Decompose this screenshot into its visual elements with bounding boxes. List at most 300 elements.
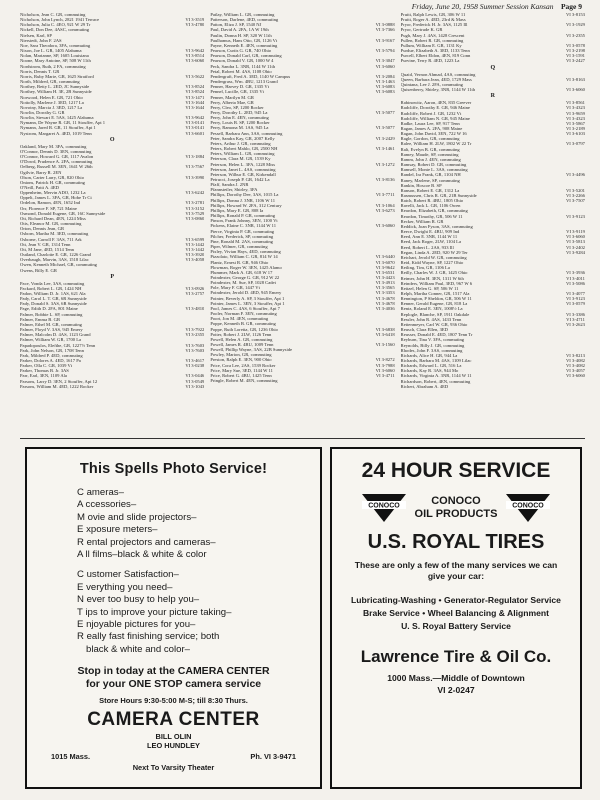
- entry-name: Reinders, William Paul, 3ED, 967 W 6: [400, 280, 473, 286]
- conoco-oil-text: [415, 495, 498, 521]
- entry-name: Piper, Wilmer, GR, commuting: [210, 244, 268, 250]
- entry-phone: VI 3-2189: [565, 125, 585, 131]
- entry-name: Perry, Alberta Mae, GR: [210, 99, 254, 105]
- entry-phone: VI 3-0141: [185, 120, 205, 126]
- entry-phone: VI 3-7529: [185, 210, 205, 216]
- entry-name: Parker, Thomas B. Jr. 3AS: [20, 368, 69, 374]
- entry-name: Reed, Ann E. 3NR, 1144 W 11: [400, 234, 458, 240]
- entry-name: Noone, Mary Antoine, SP, 508 W 11th: [20, 58, 91, 64]
- entry-name: Powley, Marion, GR, commuting: [210, 352, 272, 358]
- entry-phone: VI 3-9642: [185, 115, 205, 121]
- directory-entry: [210, 378, 394, 383]
- entry-name: Reece, Dwight E. 4BU, 909 Ind: [400, 229, 460, 235]
- entry-name: Radcliffe, Robert J. GR, 1232 Vt: [400, 110, 462, 116]
- entry-phone: VI 3-1560: [375, 342, 395, 347]
- entry-phone: VI 3-2198: [565, 48, 585, 54]
- entry-name: Pool, James C. 4AS, 6 Stouffer, Apt 7: [210, 305, 280, 311]
- entry-phone: VI 3-9659: [565, 110, 585, 116]
- entry-phone: VI 3-2084: [375, 73, 395, 79]
- entry-name: Nowlin, Stewart E. 5AS, 1425 Alabama: [20, 115, 94, 121]
- entry-name: Pointer, James L. 3EN, 3 Stouffer, Apt 1: [210, 300, 285, 306]
- entry-name: Perry, Louis B. SP, 1200 Rocker: [210, 120, 270, 126]
- entry-phone: VI 3-6083: [375, 89, 395, 95]
- services-intro: [332, 560, 580, 582]
- entry-name: Phillips, Howard W. 2FA, 312 Century: [210, 202, 282, 208]
- entry-phone: [583, 384, 585, 389]
- entry-name: Northey, Betty L. 2ED, JC Sunnyside: [20, 84, 90, 90]
- entry-phone: VI 3-4323: [565, 105, 585, 111]
- entry-name: Plummer, Mark A. GR, 618 W 17: [210, 269, 273, 275]
- entry-phone: VI 3-9642: [185, 48, 205, 54]
- entry-name: Renner, Gerald Eugene, GR, 818 La: [400, 301, 468, 307]
- entry-phone: VI 3-8272: [375, 357, 395, 363]
- entry-name: Purcell, Elbert Eldon, 4EN, 819 Conn: [400, 53, 471, 59]
- directory-entry: [20, 384, 204, 389]
- entry-name: Oakland, Mary M. 3FA, commuting: [20, 143, 87, 149]
- entry-name: Phillips, Dorothy Dee, 3AS, 1015 La: [210, 192, 279, 198]
- entry-name: Pilcher, Frederick, SP, commuting: [210, 233, 274, 239]
- entry-name: Reiling, Tim, GR, 1106 La: [400, 265, 450, 271]
- entry-name: Peterson, Janet L. 4AS, commuting: [210, 166, 276, 172]
- acrostic-line: black & white and color–: [86, 643, 190, 655]
- entry-name: Penner, Marilyn M. GR: [210, 94, 254, 100]
- entry-name: Preston, Ralph E. 3EN, 900 Ohio: [210, 357, 272, 363]
- entry-name: Peters, William L. GR, commuting: [210, 151, 275, 157]
- entry-name: Richards, Barbara M. 4AS, 1109 Lilac: [400, 358, 472, 363]
- entry-name: Nickell, Don Dee, 4ASC, commuting: [20, 27, 90, 33]
- entry-phone: VI 3-0549: [185, 378, 205, 384]
- acrostic-line: E njoyable pictures for you–: [77, 619, 196, 631]
- entry-name: Pickens, Elaine C. 3NR, 1144 W 11: [210, 223, 277, 229]
- entry-name: Nielsen, Karl, SP: [20, 32, 52, 38]
- acrostic-line: M ovie and slide projectors–: [77, 511, 197, 523]
- section-letter: R: [490, 93, 495, 100]
- acrostic-line: C ustomer Satisfaction–: [77, 569, 179, 581]
- entry-phone: VI 3-1644: [185, 104, 205, 110]
- entry-name: Potter, Robert J. 2LW, 1126 Tenn: [210, 331, 272, 337]
- entry-name: Pinson, Frank Johnny, 3EN, 1100 Vt: [210, 218, 278, 224]
- entry-name: Perry, Ramona M. 1AS, 945 La: [210, 125, 269, 131]
- entry-name: Radcliffe, Dorothy E. GR, 946 Maine: [400, 105, 470, 111]
- entry-phone: VI 3-8561: [565, 100, 585, 106]
- intro-line-2: give your car:: [427, 571, 485, 581]
- entry-name: Ogilvie, Barry R. 2EN: [20, 169, 62, 175]
- entry-name: Pooler, Norman F. 3EN, commuting: [210, 311, 277, 317]
- entry-name: Nicholson, Julia C. 4EO, 921 W 29 Tr: [20, 22, 91, 28]
- header-date: Friday, June 20, 1958 Summer Session Kansan: [411, 2, 554, 11]
- camera-center-brand: CAMERA CENTER: [87, 709, 260, 731]
- entry-phone: VI 3-4810: [185, 306, 205, 312]
- conoco-row: [332, 493, 580, 523]
- entry-name: Perry, Dorothy L. 2ED, 945 La: [210, 109, 268, 115]
- entry-phone: VI 3-8514: [185, 53, 205, 59]
- entry-name: Quaid, Vernon Ahmad, 4AS, commuting: [400, 71, 476, 77]
- entry-name: Pendergraft, Fred A. 3ED, 1140 W Campus: [210, 73, 291, 79]
- entry-phone: VI 3-1043: [185, 383, 205, 389]
- entry-name: Richards, Edward L. GR, 516 La: [400, 363, 462, 369]
- stop-line-1: Stop in today at the CAMERA CENTER: [77, 665, 270, 678]
- conoco-line-1: CONOCO: [431, 495, 481, 507]
- royal-tires-heading: U.S. ROYAL TIRES: [367, 531, 545, 553]
- entry-name: Ragan, John David, 3EN, 722 W 16: [400, 131, 467, 137]
- entry-name: Ramey, Maude, SP, commuting: [400, 151, 459, 157]
- conoco-logo-text: CONOCO: [367, 502, 400, 510]
- entry-name: Peterson, Wilbur E. GR, Kirkendall: [210, 171, 276, 177]
- entry-phone: VI 3-3519: [185, 17, 205, 23]
- entry-phone: VI 3-9119: [566, 229, 585, 235]
- acrostic-line: N ever too busy to help you–: [77, 594, 200, 606]
- entry-name: Nymann, De Wayne R. GR, 11 Stouffer, Apt 1: [20, 120, 106, 126]
- camera-ad-title: This Spells Photo Service!: [79, 461, 268, 477]
- entry-name: Quintana, Lee J. 2FA, commuting: [400, 81, 463, 87]
- entry-name: Osmond, Donald Eugene, GR, 16C Sunnyside: [20, 210, 106, 216]
- entry-phone: VI 3-3990: [185, 174, 205, 180]
- entry-name: Recker, William R. GR: [400, 218, 444, 224]
- entry-name: Pennel, Lucille, GR, 1335 Vt: [210, 89, 264, 95]
- entry-phone: VI 3-2266: [565, 193, 585, 198]
- entry-phone: VI 3-1463: [375, 79, 395, 85]
- entry-name: Palmer, William W. GR, 1700 La: [20, 337, 82, 343]
- entry-name: Ordelon, Ramon, 4EN, 1652 Ind: [20, 200, 81, 206]
- entry-phone: VI 3-7567: [185, 164, 205, 170]
- entry-name: Patton, Eliza J. SP, 1540 NJ: [210, 22, 262, 28]
- tire-ad-title: 24 HOUR SERVICE: [361, 459, 551, 482]
- entry-phone: VI 3-1884: [185, 154, 205, 160]
- entry-name: Rasmussen, Chris R. GR, 21B Sunnyside: [400, 193, 477, 198]
- entry-name: Onions, Patrick H. GR, commuting: [20, 179, 85, 185]
- entry-phone: VI 3-3152: [185, 205, 205, 211]
- entry-phone: VI 3-6440: [375, 254, 395, 260]
- entry-name: Pryor, Frederick H. Jr. 3AS, 1125 Ill: [400, 22, 468, 28]
- entry-phone: VI 3-1442: [185, 246, 205, 252]
- entry-name: Pullen, Robert R. GR, commuting: [400, 37, 464, 43]
- entry-name: Pole, Mary F. GR, 1447 Vt: [210, 285, 260, 291]
- divider-rule: [20, 438, 585, 439]
- entry-phone: VI 3-7711: [375, 192, 395, 198]
- entry-name: Norwood, Helen E. GR, 721 Ohio: [20, 94, 83, 100]
- entry-phone: VI 3-3047: [375, 58, 395, 64]
- entry-name: Packard, Robert L. GR, 1424 NH: [20, 285, 82, 291]
- entry-name: Pady, Carol L. T. GR, 6R Sunnyside: [20, 296, 87, 302]
- entry-phone: VI 3-0797: [565, 141, 585, 147]
- entry-phone: VI 3-9167: [375, 37, 395, 43]
- camera-landmark: Next To Varsity Theater: [132, 763, 215, 773]
- entry-name: North, Mildred, GR, commuting: [20, 79, 80, 85]
- directory-column-3: [401, 12, 585, 437]
- entry-name: Richards, Kay R. 3AS, 944 Mo: [400, 368, 459, 374]
- entry-name: Petrucci, Joseph P. GR, 1642 La: [210, 177, 270, 182]
- acrostic-line: A ccessories–: [77, 499, 137, 511]
- entry-name: Radke, Laura Lee, SP, 917 Tenn: [400, 120, 460, 126]
- entry-name: Phillips, Mary E. GR, 808 Ia: [210, 207, 264, 213]
- entry-name: Replogle, Blanche, SP, 1911 Oakdale: [400, 311, 470, 317]
- owner-name: LEO HUNDLEY: [147, 741, 200, 751]
- entry-name: Reynolds, Billy J. GR, commuting: [400, 342, 465, 348]
- entry-name: Outland, Charlotte E. GR, 1226 Grand: [20, 252, 91, 258]
- entry-name: Phillips, Ronald P. GR, commuting: [210, 213, 276, 219]
- entry-phone: VI 3-6103: [565, 131, 585, 137]
- entry-name: Perry, Cleo, SP, 1200 Rocker: [210, 104, 264, 110]
- entry-name: Reardon, Elizabeth, GR, commuting: [400, 208, 468, 214]
- entry-phone: VI 3-6531: [375, 269, 395, 275]
- entry-phone: VI 3-2355: [185, 332, 205, 338]
- entry-name: Powell, Phillip Wayne, 3AS, 22B Sunnyside: [210, 347, 293, 353]
- entry-name: Plantz, Ernest R. GR, 946 Ohio: [210, 259, 269, 265]
- entry-phone: VI 3-4423: [375, 274, 395, 280]
- owner-name: BILL OLIN: [155, 732, 192, 742]
- entry-name: Peck, Sandra L. 3NR, 1144 W 11th: [210, 63, 276, 69]
- entry-name: Nottolly, Marlene J. 3ED, 1217 La: [20, 99, 84, 105]
- entry-name: Pfannsteiler, Shirley, 3FA: [210, 187, 258, 193]
- entry-name: Owen, Kenneth Michael, GR, commuting: [20, 262, 97, 268]
- entry-name: Pine, Ronald M. 2AS, commuting: [210, 238, 273, 244]
- entry-phone: VI 3-3386: [565, 311, 585, 317]
- entry-name: Paulhamus, Hans Otto, GR, 1126 Vt: [210, 37, 278, 43]
- acrostic-line: C ameras–: [77, 487, 124, 498]
- entry-name: Noe, Sara Theodora, 3FA, commuting: [20, 42, 91, 48]
- entry-name: Pryor, Gertrude K. GR: [400, 27, 443, 33]
- camera-acrostic: [77, 487, 320, 656]
- entry-name: Price, Mary Sue, 3ED, 1144 W 11: [210, 367, 273, 373]
- entry-name: Peters, Robert Mahlo, GR, 2500 NH: [210, 146, 278, 152]
- entry-phone: VI 3-1272: [375, 161, 395, 167]
- entry-phone: VI 3-6599: [185, 236, 205, 242]
- entry-name: Ravelli, Jack L. GR, 1106 Owen: [400, 203, 461, 209]
- conoco-logo-text: CONOCO: [512, 502, 545, 510]
- entry-phone: VI 3-1644: [185, 99, 205, 105]
- entry-phone: VI 3-1442: [185, 241, 205, 247]
- entry-name: Reilly, Charles W. J. GR, 1425 Ohio: [400, 270, 468, 276]
- entry-name: Palmer, Malcolm D. 4AS, 1123 Grand: [20, 332, 91, 338]
- entry-phone: VI 3-4678: [375, 300, 395, 306]
- entry-phone: VI 3-0141: [185, 125, 205, 131]
- acrostic-line: A ll films–black & white & color: [77, 549, 207, 561]
- entry-name: Purvine, Terry R. 4ED, 1223 La: [400, 58, 460, 64]
- entry-name: Parker, Olla C. GR, 1039 Vt: [20, 363, 73, 369]
- entry-phone: VI 3-4057: [565, 368, 585, 374]
- entry-name: Ranson, Robert E. GR, 1312 La: [400, 187, 460, 193]
- entry-name: Reddick, Joan Fyson, 3AS, commuting: [400, 223, 473, 229]
- entry-phone: VI 3-6060: [375, 63, 395, 69]
- service-line: Lubricating-Washing • Generator-Regulator Service: [351, 595, 561, 605]
- entry-phone: VI 3-1591: [565, 53, 585, 59]
- entry-name: Pruitt, Ralph Lewis, GR, 306 W 11: [400, 12, 466, 17]
- entry-phone: VI 3-4323: [565, 115, 585, 121]
- entry-phone: VI 3-2757: [185, 290, 205, 296]
- directory-column-2: [210, 12, 394, 437]
- entry-name: Queen, Barbara Jean, 4ED, 1729 Mass: [400, 76, 472, 82]
- entry-name: Petal, Robert M. 4AS, 1108 Ohio: [210, 68, 272, 74]
- entry-phone: VI 3-8163: [565, 76, 585, 82]
- stop-line-2: for your ONE STOP camera service: [85, 678, 262, 691]
- entry-name: O'Connor, Howard G. GR, 1117 Avalon: [20, 154, 94, 160]
- entry-phone: VI 3-1461: [375, 146, 395, 152]
- entry-name: Padon, William D. Jr. 1AS, 621 Ala: [20, 290, 86, 296]
- section-letter: Q: [490, 64, 496, 71]
- entry-name: Reusch, Clara Ellen, 3ED: [400, 327, 448, 333]
- entry-name: Poindexter, M. Sue, SP, 1028 Cadet: [210, 280, 276, 286]
- entry-phone: VI 3-6838: [375, 326, 395, 332]
- entry-phone: VI 3-8524: [185, 89, 205, 95]
- entry-name: Poindexter, Jerold D. 4ED, 945 Emery: [210, 290, 282, 296]
- entry-name: Palmer, Emma B. GR: [20, 316, 61, 322]
- entry-name: Price, Cora Lee, 2AS, 1539 Rocker: [210, 362, 276, 368]
- entry-name: Reid, Kidd Wayne, SP, 1227 Ohio: [400, 260, 464, 266]
- camera-address-row: [27, 752, 320, 761]
- entry-phone: VI 3-2429: [375, 135, 395, 141]
- entry-phone: VI 3-0446: [185, 373, 205, 379]
- entry-phone: VI 3-6060: [375, 223, 395, 229]
- entry-name: Radcliffe, William N. GR, 945 Maine: [400, 115, 470, 121]
- entry-name: Payne, Kenneth E. 4EN, commuting: [210, 42, 278, 48]
- entry-name: Rentz, Roland E. 3EN, 1008½ La: [400, 306, 463, 312]
- student-directory: [20, 12, 585, 437]
- entry-phone: VI 3-7507: [565, 198, 585, 204]
- entry-name: Pruitt, Roger A. 4ED, 23rd & Mass: [400, 17, 466, 23]
- entry-phone: VI 3-8213: [565, 352, 585, 358]
- entry-phone: VI 3-8153: [565, 12, 585, 17]
- entry-phone: VI 3-5813: [565, 239, 585, 245]
- entry-phone: VI 3-6273: [375, 207, 395, 213]
- entry-name: Parsons, William M. 4ED, 1222 Rocker: [20, 383, 94, 389]
- entry-phone: VI 3-0579: [565, 301, 585, 307]
- entry-name: Penner, Harvey D. GR, 1335 Vt: [210, 84, 270, 90]
- entry-name: Norris, Ruby Marie, GR, 1625 Stratford: [20, 73, 94, 79]
- entry-name: Ressler, John R. 4AS, 1433 Tenn: [400, 316, 462, 322]
- entry-name: Pringle, Robert M. 4EN, commuting: [210, 378, 278, 384]
- entry-name: Richards, Virginia A. 3NR, 1144 W 11: [400, 373, 472, 379]
- entry-phone: VI 3-4678: [375, 295, 395, 301]
- entry-phone: VI 3-6418: [375, 331, 395, 337]
- entry-name: Poort, Jon M. 4EN, commuting: [210, 316, 269, 322]
- entry-phone: VI 3-4077: [565, 290, 585, 296]
- entry-phone: VI 3-5077: [375, 109, 395, 115]
- entry-phone: VI 3-6070: [375, 259, 395, 265]
- entry-name: Quisenberry, Shirley, 3NR, 1144 W 11th: [400, 87, 476, 93]
- entry-phone: VI 3-4058: [185, 257, 205, 263]
- entry-name: Pixley, Vivian Hays, 4ED, commuting: [210, 249, 281, 255]
- page-number: Page 9: [560, 2, 582, 11]
- entry-phone: VI 3-4913: [375, 280, 395, 286]
- entry-phone: VI 3-6060: [375, 367, 395, 373]
- entry-phone: VI 3-4617: [185, 358, 205, 363]
- entry-name: Poindexter, George G. GR, 912 W 22: [210, 274, 280, 280]
- entry-name: Phillips, Donna J. 3NR, 1106 W 11: [210, 197, 276, 203]
- entry-name: Peter, Sandra Kay, GR, 2007 Kelly: [210, 135, 275, 141]
- entry-phone: [202, 268, 204, 273]
- entry-phone: VI 3-2402: [565, 244, 585, 250]
- entry-phone: VI 3-5867: [565, 120, 585, 126]
- entry-name: Osborne, Carroll F. 3AS, 711 Ark: [20, 236, 82, 242]
- acrostic-line: R eally fast finishing service; both: [77, 631, 220, 643]
- entry-name: Nystrom, Margaret A. 4ED, 1019 Tenn: [20, 130, 92, 136]
- entry-phone: VI 3-7603: [185, 342, 205, 348]
- entry-phone: VI 3-2427: [565, 58, 585, 64]
- entry-name: Page, Edith D. 2FA, 801 Maine: [20, 306, 78, 312]
- entry-phone: VI 3-6601: [185, 130, 205, 136]
- entry-phone: VI 3-5086: [565, 280, 585, 286]
- camera-center-ad: [25, 447, 322, 789]
- company-phone: VI 2-0247: [437, 685, 475, 695]
- entry-name: Parsons, Larry D. 3EN, 2 Stouffer, Apt 12: [20, 378, 98, 384]
- entry-phone: VI 3-9284: [565, 249, 585, 255]
- entry-name: Orton, Dennis Jean, GR: [20, 226, 65, 232]
- entry-name: O'Neill, Patti A. 4ED: [20, 185, 59, 190]
- intro-line-1: These are only a few of the many services we can: [354, 560, 558, 570]
- entry-name: Reed, Robert L. 2AS, 933 Ill: [400, 244, 454, 250]
- entry-phone: VI 3-4711: [375, 372, 395, 378]
- camera-stop-text: [27, 665, 320, 691]
- entry-phone: VI 3-7366: [375, 27, 395, 33]
- entry-name: Reichart, Jerold W. GR, commuting: [400, 254, 467, 260]
- service-line: U. S. Royal Battery Service: [401, 621, 511, 631]
- entry-name: Parr, Earl, 3EN, 1109 Ala: [20, 373, 67, 379]
- company-name: Lawrence Tire & Oil Co.: [360, 647, 552, 666]
- entry-phone: VI 3-7603: [185, 347, 205, 353]
- entry-name: Palmer, Bobbie L. SP, commuting: [20, 311, 83, 317]
- entry-name: Powell, James R. 4BU, 1009 Tenn: [210, 342, 274, 347]
- entry-phone: VI 3-5201: [565, 187, 585, 193]
- entry-phone: VI 3-4496: [565, 172, 585, 178]
- entry-name: Pizzolato, William C. GR, 814 W 14: [210, 254, 278, 260]
- entry-name: Pointer, Beverly A. SP, 3 Stouffer, Apt 1: [210, 295, 285, 301]
- entry-name: Nymann, Jared R. GR, 11 Stouffer, Apt 1: [20, 125, 96, 131]
- acrostic-line: T ips to improve your picture taking–: [77, 606, 232, 618]
- entry-name: Rhodes, John F. 3AS, commuting: [400, 347, 463, 353]
- entry-phone: VI 3-4082: [565, 363, 585, 369]
- entry-name: Powell, Helen A. GR, commuting: [210, 336, 273, 342]
- entry-phone: VI 3-6060: [565, 234, 585, 240]
- acrostic-line: E xposure meters–: [77, 524, 158, 536]
- entry-name: Pierce, Virginia P. GR, commuting: [210, 228, 275, 234]
- entry-name: Pfaff, Sandra J. 2NR: [210, 182, 249, 188]
- store-hours: Store Hours 9:30-5:00 M-S; till 8:30 Thurs.: [99, 696, 248, 706]
- entry-name: Parker, Dolores A. 4ED, 1617 Pa: [20, 358, 81, 363]
- entry-name: Reed, Jack Roger, 2LW, 1104 La: [400, 239, 462, 245]
- owners: [27, 732, 320, 750]
- entry-name: Rabinowitz, Aaron, 4EN, 835 Greever: [400, 100, 472, 106]
- entry-name: Papadopoulos, Elefthe, GR, 1227½ Tenn: [20, 342, 96, 348]
- entry-name: Rankin, Hoscoe B. SP: [400, 182, 442, 188]
- entry-name: Pearson, Donald V. GR, 1000 W 4: [210, 58, 274, 64]
- entry-name: Oelberg, Russell M. 3EN, 1641 W 26th: [20, 164, 93, 170]
- entry-name: Poppe, Ruth Loretta, GR, 1236 Ohio: [210, 326, 278, 332]
- entry-name: Paul, David A. 2FA, 1A W 19th: [210, 27, 269, 33]
- entry-name: Pace, Vonda Lee, 3AS, commuting: [20, 280, 85, 286]
- entry-name: Reardon, Timothy, GR, 506 W 11: [400, 213, 463, 219]
- entry-phone: VI 3-8136: [375, 177, 395, 182]
- entry-name: Ralee, William H. 2LW, 1802 W 22 Tr: [400, 141, 472, 147]
- entry-phone: VI 3-3565: [375, 285, 395, 291]
- entry-phone: [393, 378, 395, 383]
- entry-phone: VI 3-6060: [565, 373, 585, 379]
- entry-phone: VI 3-0860: [185, 215, 205, 221]
- entry-name: Pullum, William E. GR, 1131 Ky: [400, 42, 462, 48]
- entry-phone: VI 3-8524: [185, 84, 205, 90]
- entry-name: Poppe, Kenneth B. GR, commuting: [210, 321, 276, 327]
- entry-name: Novotny, Marcia J. 3ED, 1217 La: [20, 104, 83, 110]
- entry-name: Owens, Billy E. GR: [20, 267, 57, 273]
- camera-address: 1015 Mass.: [51, 752, 91, 762]
- acrostic-line: R ental projectors and cameras–: [77, 536, 216, 548]
- entry-name: Nierstedt, John F. 2AS: [20, 37, 62, 43]
- entry-name: Overbaugh, Marvin, 3AS, 1518 Lilac: [20, 257, 89, 263]
- company-location: 1000 Mass.—Middle of Downtown: [387, 673, 525, 683]
- entry-phone: VI 3-3353: [375, 290, 395, 296]
- entry-name: Reusser, Donald E. 4ED, 1807 Tenn Tr: [400, 332, 473, 338]
- entry-name: Richardson, Robert, 4EN, commuting: [400, 378, 471, 384]
- entry-name: Reitzel, Helen G. SP, 506 W 11: [400, 285, 459, 291]
